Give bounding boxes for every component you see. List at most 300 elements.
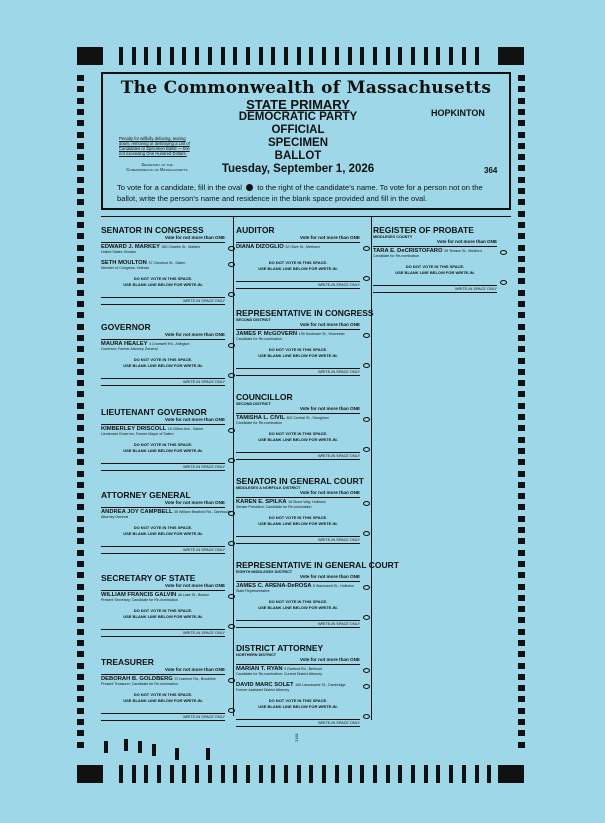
timing-mark bbox=[119, 47, 123, 65]
office-rep-congress bbox=[236, 308, 374, 376]
timing-mark bbox=[348, 47, 352, 65]
timing-mark bbox=[77, 245, 84, 251]
timing-mark bbox=[518, 437, 525, 443]
code-mark bbox=[138, 741, 142, 753]
timing-mark bbox=[208, 765, 212, 783]
do-not-vote-2: USE BLANK LINE BELOW FOR WRITE-IN. bbox=[258, 521, 338, 526]
write-in-oval[interactable] bbox=[228, 458, 235, 463]
candidate-description: Lieutenant Governor; Former Mayor of Salem bbox=[101, 432, 174, 436]
vote-oval[interactable] bbox=[363, 333, 370, 338]
timing-mark bbox=[233, 47, 237, 65]
timing-mark bbox=[518, 482, 525, 488]
timing-mark bbox=[77, 437, 84, 443]
do-not-vote-1: DO NOT VOTE IN THIS SPACE. bbox=[268, 599, 328, 604]
column-divider-2 bbox=[371, 216, 372, 720]
office-name: REPRESENTATIVE IN CONGRESS bbox=[236, 308, 374, 318]
timing-mark bbox=[360, 47, 364, 65]
timing-mark bbox=[309, 47, 313, 65]
timing-mark bbox=[518, 527, 525, 533]
timing-mark bbox=[77, 391, 84, 397]
write-in-line[interactable] bbox=[101, 287, 225, 298]
timing-mark bbox=[436, 765, 440, 783]
office-name: SENATOR IN GENERAL COURT bbox=[236, 476, 364, 486]
write-in-oval[interactable] bbox=[363, 615, 370, 620]
timing-mark bbox=[77, 403, 84, 409]
timing-mark bbox=[77, 369, 84, 375]
timing-mark bbox=[77, 143, 84, 149]
write-in-line[interactable] bbox=[236, 709, 360, 720]
vote-for-label: Vote for not more than ONE bbox=[236, 574, 360, 582]
timing-mark bbox=[373, 47, 377, 65]
candidate-description: Former Assistant District Attorney bbox=[236, 688, 290, 692]
vote-oval[interactable] bbox=[228, 262, 235, 267]
vote-for-label: Vote for not more than ONE bbox=[236, 322, 360, 330]
office-name: ATTORNEY GENERAL bbox=[101, 490, 191, 500]
timing-mark bbox=[518, 572, 525, 578]
timing-mark bbox=[518, 685, 525, 691]
timing-mark bbox=[518, 380, 525, 386]
candidate-address: 46 Lake St., Boston bbox=[177, 593, 210, 597]
timing-mark bbox=[132, 47, 136, 65]
timing-mark bbox=[348, 765, 352, 783]
code-mark bbox=[152, 744, 156, 756]
do-not-vote-2: USE BLANK LINE BELOW FOR WRITE-IN. bbox=[258, 605, 338, 610]
write-in-line[interactable] bbox=[236, 271, 360, 282]
timing-mark bbox=[77, 595, 84, 601]
candidate-row bbox=[236, 499, 360, 514]
do-not-vote-1: DO NOT VOTE IN THIS SPACE. bbox=[268, 698, 328, 703]
office-name: TREASURER bbox=[101, 657, 154, 667]
do-not-vote-1: DO NOT VOTE IN THIS SPACE. bbox=[133, 442, 193, 447]
timing-mark bbox=[77, 561, 84, 567]
write-in-oval[interactable] bbox=[500, 280, 507, 285]
timing-mark bbox=[518, 730, 525, 736]
candidate-name-text: SETH MOULTON bbox=[101, 260, 149, 266]
timing-mark bbox=[487, 765, 491, 783]
candidate-description: Senate President; Candidate for Re-nomination bbox=[236, 505, 312, 509]
timing-mark bbox=[297, 765, 301, 783]
candidate-address: 35 William Bradford Rd., Dartmouth bbox=[174, 510, 231, 514]
office-councillor bbox=[236, 393, 360, 460]
office-name: AUDITOR bbox=[236, 225, 275, 235]
candidate-row bbox=[101, 426, 225, 441]
election-title: STATE PRIMARY bbox=[246, 97, 350, 112]
timing-mark bbox=[246, 765, 250, 783]
write-in-line[interactable] bbox=[236, 526, 360, 537]
timing-mark bbox=[518, 312, 525, 318]
ballot-label: BALLOT bbox=[274, 150, 322, 162]
vote-oval[interactable] bbox=[228, 594, 235, 599]
candidate-name-text: DIANA DIZOGLIO bbox=[236, 244, 286, 250]
timing-mark bbox=[77, 708, 84, 714]
candidate-address: 4 Cromwell Rd., Arlington bbox=[149, 342, 190, 346]
office-name: SENATOR IN CONGRESS bbox=[101, 225, 204, 235]
office-name: DISTRICT ATTORNEY bbox=[236, 643, 324, 653]
vote-for-label: Vote for not more than ONE bbox=[236, 406, 360, 414]
write-in-label: WRITE-IN SPACE ONLY bbox=[236, 453, 360, 460]
timing-mark bbox=[77, 742, 84, 748]
timing-mark bbox=[518, 391, 525, 397]
timing-mark bbox=[518, 188, 525, 194]
timing-mark bbox=[518, 504, 525, 510]
do-not-vote-2: USE BLANK LINE BELOW FOR WRITE-IN. bbox=[258, 266, 338, 271]
commonwealth-title: The Commonwealth of Massachusetts bbox=[120, 78, 492, 98]
timing-mark bbox=[77, 640, 84, 646]
candidate-name-text: DAVID MARC SOLET bbox=[236, 682, 296, 688]
write-in-oval[interactable] bbox=[228, 541, 235, 546]
candidate-description: United States Senator bbox=[101, 250, 137, 254]
timing-mark bbox=[518, 199, 525, 205]
candidate-description: Candidate for Re-nomination bbox=[236, 337, 282, 341]
timing-mark bbox=[386, 765, 390, 783]
timing-mark bbox=[77, 584, 84, 590]
timing-mark bbox=[373, 765, 377, 783]
timing-mark bbox=[386, 47, 390, 65]
candidate-row bbox=[101, 676, 225, 691]
candidate-name-text: KIMBERLEY DRISCOLL bbox=[101, 426, 168, 432]
candidate-description: Candidate for Re-nomination bbox=[236, 421, 282, 425]
secretary-line-1: Secretary of the bbox=[141, 162, 173, 167]
candidate-name-text: JAMES C. ARENA-DeROSA bbox=[236, 583, 313, 589]
candidate-description: Present Secretary; Candidate for Re-nomination bbox=[101, 598, 178, 602]
corner-mark bbox=[77, 765, 103, 783]
column-divider-1 bbox=[233, 216, 234, 716]
candidate-description: Present Treasurer; Candidate for Re-nomination bbox=[101, 682, 178, 686]
timing-mark bbox=[424, 47, 428, 65]
candidate-address: 802 Central St., Stoughton bbox=[286, 416, 329, 420]
timing-mark bbox=[518, 471, 525, 477]
timing-mark bbox=[518, 425, 525, 431]
candidate-name-text: KAREN E. SPILKA bbox=[236, 499, 288, 505]
timing-mark bbox=[77, 685, 84, 691]
write-in-label: WRITE-IN SPACE ONLY bbox=[101, 379, 225, 386]
candidate-name-text: TARA E. DeCRISTOFARO bbox=[373, 248, 445, 254]
office-name: REGISTER OF PROBATE bbox=[373, 225, 474, 235]
write-in-label: WRITE-IN SPACE ONLY bbox=[101, 298, 225, 305]
office-secretary bbox=[101, 574, 225, 637]
instructions-part-2: to the right of the candidate's name. To vote for a person not on the ballot, write the person's name and residence in the blank space provided and fill in the oval. bbox=[117, 183, 483, 203]
timing-mark bbox=[259, 765, 263, 783]
candidate-description: Candidate for Re-nomination bbox=[373, 254, 419, 258]
timing-mark bbox=[195, 765, 199, 783]
candidate-row bbox=[236, 331, 360, 346]
filled-oval-icon bbox=[246, 184, 253, 191]
timing-mark bbox=[518, 233, 525, 239]
timing-mark bbox=[77, 493, 84, 499]
candidate-row bbox=[101, 260, 225, 275]
write-in-oval[interactable] bbox=[228, 708, 235, 713]
footer-code: 2161 bbox=[294, 733, 299, 742]
write-in-label: WRITE-IN SPACE ONLY bbox=[236, 369, 360, 376]
do-not-vote-2: USE BLANK LINE BELOW FOR WRITE-IN. bbox=[123, 282, 203, 287]
office-lt-governor bbox=[101, 408, 225, 471]
vote-oval[interactable] bbox=[363, 668, 370, 673]
candidate-name-text: WILLIAM FRANCIS GALVIN bbox=[101, 592, 178, 598]
do-not-vote-2: USE BLANK LINE BELOW FOR WRITE-IN. bbox=[395, 270, 475, 275]
timing-mark bbox=[518, 516, 525, 522]
timing-mark bbox=[77, 730, 84, 736]
timing-mark bbox=[518, 154, 525, 160]
timing-mark bbox=[77, 120, 84, 126]
timing-mark bbox=[271, 765, 275, 783]
candidate-row bbox=[101, 244, 225, 259]
do-not-vote-2: USE BLANK LINE BELOW FOR WRITE-IN. bbox=[123, 614, 203, 619]
timing-mark bbox=[518, 256, 525, 262]
timing-mark bbox=[77, 346, 84, 352]
timing-mark bbox=[170, 47, 174, 65]
timing-mark bbox=[518, 584, 525, 590]
write-in-oval[interactable] bbox=[228, 624, 235, 629]
timing-mark bbox=[518, 211, 525, 217]
code-mark bbox=[124, 739, 128, 751]
write-in-line[interactable] bbox=[236, 610, 360, 621]
corner-mark bbox=[77, 47, 103, 65]
timing-mark bbox=[518, 245, 525, 251]
timing-mark bbox=[518, 301, 525, 307]
write-in-line[interactable] bbox=[236, 358, 360, 369]
vote-oval[interactable] bbox=[228, 343, 235, 348]
voting-instructions bbox=[117, 182, 502, 204]
office-treasurer bbox=[101, 658, 225, 721]
town-name: HOPKINTON bbox=[431, 108, 485, 118]
timing-mark bbox=[182, 47, 186, 65]
office-attorney-general bbox=[101, 490, 231, 554]
instructions-part-1: To vote for a candidate, fill in the oval bbox=[117, 183, 242, 192]
election-date: Tuesday, September 1, 2026 bbox=[221, 163, 375, 175]
candidate-description: Governor; Former Attorney General bbox=[101, 347, 158, 351]
write-in-label: WRITE-IN SPACE ONLY bbox=[101, 547, 225, 554]
write-in-line[interactable] bbox=[101, 619, 225, 630]
vote-for-label: Vote for not more than ONE bbox=[101, 417, 225, 425]
timing-mark bbox=[518, 538, 525, 544]
write-in-oval[interactable] bbox=[228, 292, 235, 297]
timing-mark bbox=[77, 154, 84, 160]
timing-mark bbox=[77, 459, 84, 465]
timing-mark bbox=[259, 47, 263, 65]
candidate-description: State Representative bbox=[236, 589, 270, 593]
timing-mark bbox=[77, 256, 84, 262]
vote-oval[interactable] bbox=[228, 511, 235, 516]
office-probate bbox=[373, 226, 497, 293]
timing-mark bbox=[77, 448, 84, 454]
timing-mark bbox=[335, 47, 339, 65]
timing-mark bbox=[77, 199, 84, 205]
timing-mark bbox=[322, 765, 326, 783]
timing-mark bbox=[518, 550, 525, 556]
timing-mark bbox=[449, 765, 453, 783]
office-da bbox=[236, 644, 360, 727]
timing-mark bbox=[518, 448, 525, 454]
timing-mark bbox=[518, 324, 525, 330]
vote-for-label: Vote for not more than ONE bbox=[373, 239, 497, 247]
office-name: GOVERNOR bbox=[101, 322, 151, 332]
office-district: EIGHTH MIDDLESEX DISTRICT bbox=[236, 570, 293, 574]
ballot-header bbox=[101, 72, 511, 210]
timing-mark bbox=[77, 324, 84, 330]
candidate-row bbox=[236, 244, 360, 259]
timing-mark bbox=[360, 765, 364, 783]
timing-mark bbox=[518, 414, 525, 420]
write-in-line[interactable] bbox=[101, 536, 225, 547]
candidate-row bbox=[236, 666, 360, 681]
office-governor bbox=[101, 323, 225, 386]
write-in-label: WRITE-IN SPACE ONLY bbox=[373, 286, 497, 293]
timing-mark bbox=[518, 132, 525, 138]
timing-mark bbox=[170, 765, 174, 783]
timing-mark bbox=[518, 222, 525, 228]
timing-mark bbox=[77, 380, 84, 386]
timing-mark bbox=[77, 86, 84, 92]
candidate-name-text: MARIAN T. RYAN bbox=[236, 666, 285, 672]
timing-mark bbox=[233, 765, 237, 783]
vote-oval[interactable] bbox=[228, 678, 235, 683]
timing-mark bbox=[518, 278, 525, 284]
timing-mark bbox=[518, 629, 525, 635]
vote-oval[interactable] bbox=[500, 250, 507, 255]
timing-mark bbox=[77, 177, 84, 183]
timing-mark bbox=[157, 765, 161, 783]
vote-for-label: Vote for not more than ONE bbox=[236, 490, 360, 498]
timing-mark bbox=[77, 550, 84, 556]
office-district: SECOND DISTRICT bbox=[236, 318, 271, 322]
timing-mark bbox=[424, 765, 428, 783]
timing-mark bbox=[475, 47, 479, 65]
vote-oval[interactable] bbox=[228, 428, 235, 433]
candidate-row bbox=[101, 341, 225, 356]
timing-mark bbox=[77, 572, 84, 578]
vote-oval[interactable] bbox=[363, 684, 370, 689]
timing-mark bbox=[77, 358, 84, 364]
timing-mark bbox=[309, 765, 313, 783]
code-mark bbox=[175, 748, 179, 760]
write-in-label: WRITE-IN SPACE ONLY bbox=[236, 621, 360, 628]
write-in-oval[interactable] bbox=[363, 276, 370, 281]
timing-mark bbox=[77, 425, 84, 431]
candidate-address: 18 Stone Way, Holliston bbox=[287, 500, 326, 504]
write-in-line[interactable] bbox=[101, 368, 225, 379]
timing-mark bbox=[77, 651, 84, 657]
timing-mark bbox=[77, 109, 84, 115]
write-in-line[interactable] bbox=[101, 453, 225, 464]
office-district: NORTHERN DISTRICT bbox=[236, 653, 277, 657]
office-name: LIEUTENANT GOVERNOR bbox=[101, 407, 207, 417]
do-not-vote-2: USE BLANK LINE BELOW FOR WRITE-IN. bbox=[258, 353, 338, 358]
timing-mark bbox=[77, 696, 84, 702]
write-in-oval[interactable] bbox=[228, 373, 235, 378]
timing-mark bbox=[518, 674, 525, 680]
timing-mark bbox=[77, 233, 84, 239]
timing-mark bbox=[132, 765, 136, 783]
do-not-vote-1: DO NOT VOTE IN THIS SPACE. bbox=[268, 347, 328, 352]
vote-oval[interactable] bbox=[363, 246, 370, 251]
candidate-name-text: DEBORAH B. GOLDBERG bbox=[101, 676, 175, 682]
write-in-oval[interactable] bbox=[363, 363, 370, 368]
candidate-address: 37 Ivanhoe Rd., Brookline bbox=[174, 677, 216, 681]
specimen-label: SPECIMEN bbox=[267, 137, 329, 149]
write-in-oval[interactable] bbox=[363, 447, 370, 452]
office-state-senate bbox=[236, 476, 364, 544]
timing-mark bbox=[77, 538, 84, 544]
candidate-row bbox=[236, 583, 360, 598]
do-not-vote-1: DO NOT VOTE IN THIS SPACE. bbox=[133, 692, 193, 697]
corner-mark bbox=[498, 765, 524, 783]
write-in-label: WRITE-IN SPACE ONLY bbox=[101, 464, 225, 471]
do-not-vote-2: USE BLANK LINE BELOW FOR WRITE-IN. bbox=[123, 363, 203, 368]
timing-mark bbox=[144, 47, 148, 65]
office-district: MIDDLESEX COUNTY bbox=[373, 235, 413, 239]
vote-for-label: Vote for not more than ONE bbox=[236, 657, 360, 665]
official-label: OFFICIAL bbox=[271, 124, 325, 136]
write-in-oval[interactable] bbox=[363, 531, 370, 536]
timing-mark bbox=[518, 640, 525, 646]
timing-mark bbox=[77, 414, 84, 420]
timing-mark bbox=[77, 132, 84, 138]
vote-oval[interactable] bbox=[363, 417, 370, 422]
timing-mark bbox=[518, 493, 525, 499]
candidate-row bbox=[373, 248, 497, 263]
timing-mark bbox=[462, 765, 466, 783]
do-not-vote-2: USE BLANK LINE BELOW FOR WRITE-IN. bbox=[123, 448, 203, 453]
office-senator bbox=[101, 226, 225, 305]
office-district: MIDDLESEX & NORFOLK DISTRICT bbox=[236, 486, 301, 490]
timing-mark bbox=[77, 267, 84, 273]
office-name: SECRETARY OF STATE bbox=[101, 573, 196, 583]
timing-mark bbox=[398, 47, 402, 65]
vote-oval[interactable] bbox=[228, 246, 235, 251]
write-in-oval[interactable] bbox=[363, 714, 370, 719]
timing-mark bbox=[77, 674, 84, 680]
timing-mark bbox=[77, 482, 84, 488]
write-in-line[interactable] bbox=[236, 442, 360, 453]
candidate-name-text: MAURA HEALEY bbox=[101, 341, 149, 347]
candidate-address: 363 Charles St., Malden bbox=[161, 245, 201, 249]
timing-mark bbox=[221, 47, 225, 65]
candidate-name-text: JAMES P. McGOVERN bbox=[236, 331, 299, 337]
vote-oval[interactable] bbox=[363, 585, 370, 590]
timing-mark bbox=[195, 47, 199, 65]
timing-mark bbox=[475, 765, 479, 783]
timing-mark bbox=[411, 765, 415, 783]
candidate-address: 9 Radford Rd., Belmont bbox=[284, 667, 322, 671]
do-not-vote-1: DO NOT VOTE IN THIS SPACE. bbox=[133, 276, 193, 281]
timing-mark bbox=[77, 211, 84, 217]
vote-oval[interactable] bbox=[363, 501, 370, 506]
timing-mark bbox=[77, 663, 84, 669]
office-auditor bbox=[236, 226, 360, 289]
timing-mark bbox=[518, 109, 525, 115]
timing-mark bbox=[518, 346, 525, 352]
office-state-rep bbox=[236, 560, 399, 628]
write-in-line[interactable] bbox=[101, 703, 225, 714]
timing-mark bbox=[518, 595, 525, 601]
timing-mark bbox=[144, 765, 148, 783]
timing-mark bbox=[518, 143, 525, 149]
secretary-signature bbox=[119, 162, 195, 172]
timing-mark bbox=[518, 663, 525, 669]
write-in-label: WRITE-IN SPACE ONLY bbox=[101, 714, 225, 721]
vote-for-label: Vote for not more than ONE bbox=[101, 583, 225, 591]
do-not-vote-2: USE BLANK LINE BELOW FOR WRITE-IN. bbox=[123, 698, 203, 703]
timing-mark bbox=[518, 86, 525, 92]
party-title: DEMOCRATIC PARTY bbox=[238, 111, 358, 123]
do-not-vote-1: DO NOT VOTE IN THIS SPACE. bbox=[405, 264, 465, 269]
write-in-line[interactable] bbox=[373, 275, 497, 286]
timing-mark bbox=[518, 290, 525, 296]
timing-mark bbox=[518, 617, 525, 623]
timing-mark bbox=[182, 765, 186, 783]
candidate-description: Candidate for Re-nomination; Current District Attorney bbox=[236, 672, 323, 676]
timing-mark bbox=[518, 606, 525, 612]
